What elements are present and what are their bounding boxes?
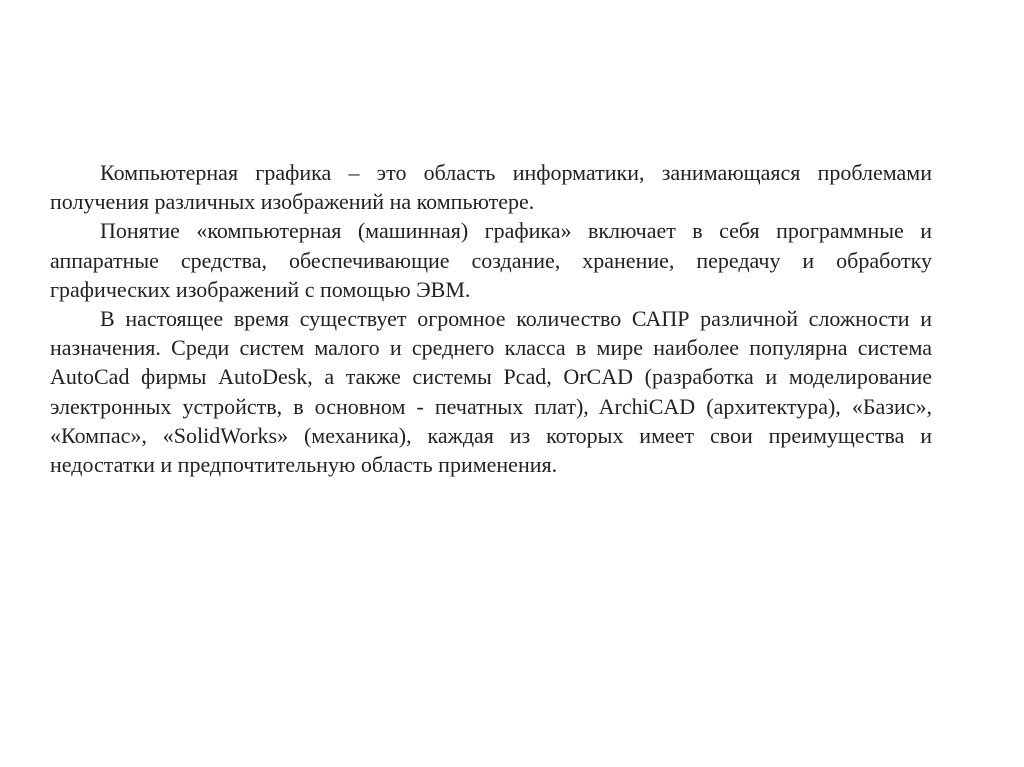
text-body	[50, 158, 932, 479]
paragraph-definition: Компьютерная графика – это область информатики, занимающаяся проблемами получения различных изображений на компьютере.	[50, 160, 932, 215]
paragraph-cad-systems: В настоящее время существует огромное количество САПР различной сложности и назначения. Среди систем малого и среднего класса в мире наиболее популярна система AutoCad фирмы AutoDesk, а также системы Pcad, OrCAD (разработка и моделирование электронных устройств, в основном - печатных плат), ArchiCAD (архитектура), «Базис», «Компас», «SolidWorks» (механика), каждая из которых имеет свои преимущества и недостатки и предпочтительную область применения.	[50, 306, 932, 478]
paragraph-concept: Понятие «компьютерная (машинная) графика» включает в себя программные и аппаратные средства, обеспечивающие создание, хранение, передачу и обработку графических изображений с помощью ЭВМ.	[50, 218, 932, 302]
